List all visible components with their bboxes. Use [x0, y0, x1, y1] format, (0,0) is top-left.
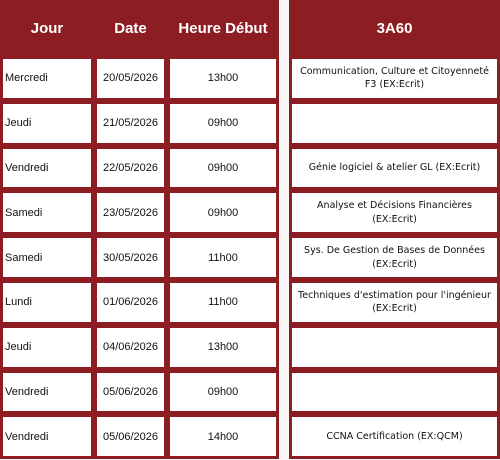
cell-subject: CCNA Certification (EX:QCM) [292, 417, 497, 456]
cell-date: 01/06/2026 [97, 283, 164, 322]
cell-subject: Communication, Culture et Citoyenneté F3 (EX:Ecrit) [292, 59, 497, 98]
header-class-3a60: 3A60 [289, 0, 500, 56]
cell-date: 05/06/2026 [97, 373, 164, 412]
cell-heure: 09h00 [170, 193, 276, 232]
cell-date: 30/05/2026 [97, 238, 164, 277]
cell-heure: 09h00 [170, 149, 276, 188]
cell-jour: Vendredi [3, 417, 91, 456]
header-heure-debut: Heure Début [167, 0, 279, 56]
cell-date: 21/05/2026 [97, 104, 164, 143]
cell-date: 04/06/2026 [97, 328, 164, 367]
cell-subject [292, 328, 497, 367]
cell-heure: 09h00 [170, 373, 276, 412]
cell-heure: 11h00 [170, 283, 276, 322]
cell-subject: Génie logiciel & atelier GL (EX:Ecrit) [292, 149, 497, 188]
cell-heure: 13h00 [170, 59, 276, 98]
header-jour: Jour [0, 0, 94, 56]
cell-heure: 13h00 [170, 328, 276, 367]
cell-heure: 11h00 [170, 238, 276, 277]
cell-date: 22/05/2026 [97, 149, 164, 188]
cell-subject: Analyse et Décisions Financières (EX:Ecrit) [292, 193, 497, 232]
cell-heure: 09h00 [170, 104, 276, 143]
table-gap [279, 0, 289, 460]
header-date: Date [94, 0, 167, 56]
cell-jour: Vendredi [3, 373, 91, 412]
cell-jour: Samedi [3, 238, 91, 277]
cell-jour: Lundi [3, 283, 91, 322]
cell-jour: Jeudi [3, 328, 91, 367]
cell-heure: 14h00 [170, 417, 276, 456]
cell-date: 20/05/2026 [97, 59, 164, 98]
cell-date: 05/06/2026 [97, 417, 164, 456]
cell-jour: Vendredi [3, 149, 91, 188]
cell-jour: Mercredi [3, 59, 91, 98]
cell-jour: Samedi [3, 193, 91, 232]
subject-table [289, 0, 500, 459]
cell-subject: Sys. De Gestion de Bases de Données (EX:Ecrit) [292, 238, 497, 277]
cell-subject: Techniques d'estimation pour l'ingénieur (EX:Ecrit) [292, 283, 497, 322]
cell-jour: Jeudi [3, 104, 91, 143]
cell-subject [292, 104, 497, 143]
cell-date: 23/05/2026 [97, 193, 164, 232]
cell-subject [292, 373, 497, 412]
